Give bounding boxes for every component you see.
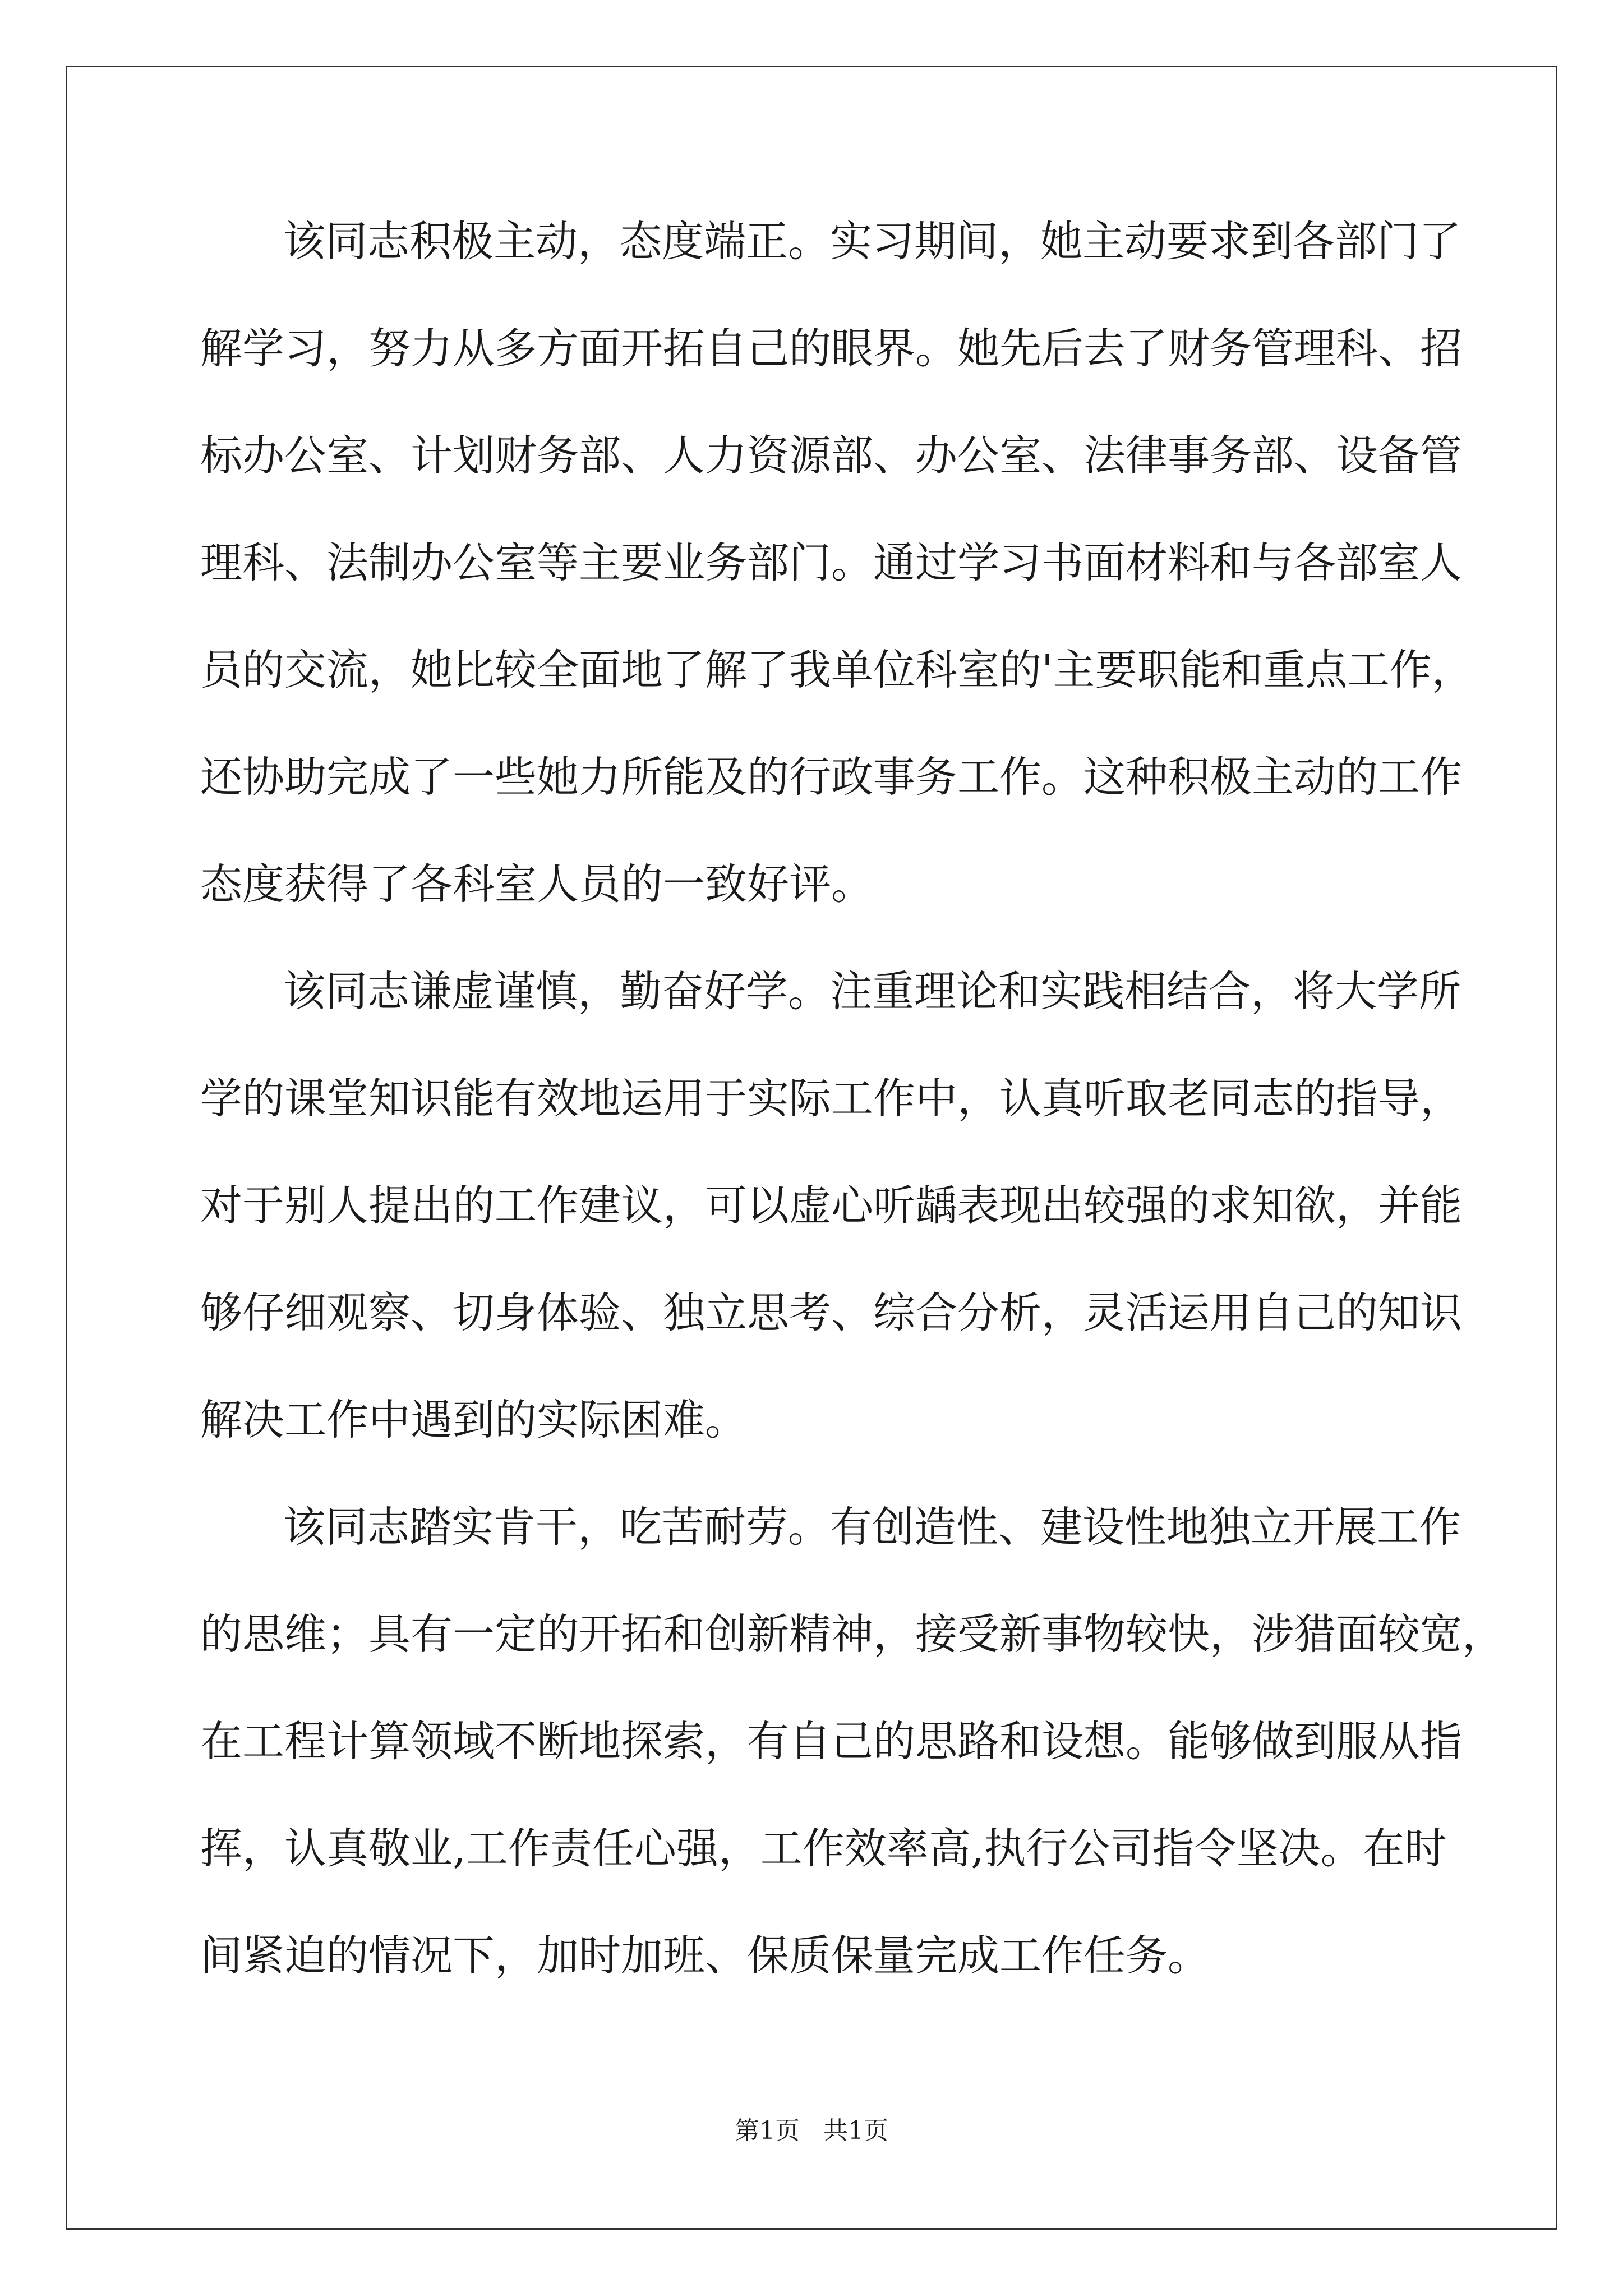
text-line: 对于别人提出的工作建议，可以虚心听龋表现出较强的求知欲，并能 — [200, 1181, 1463, 1230]
text-line: 理科、法制办公室等主要业务部门。通过学习书面材料和与各部室人 — [200, 538, 1463, 587]
text-line: 该同志积极主动，态度端正。实习期间，她主动要求到各部门了 — [283, 217, 1461, 266]
text-line: 员的交流，她比较全面地了解了我单位科室的'主要职能和重点工作， — [200, 645, 1474, 694]
text-line: 解学习，努力从多方面开拓自己的眼界。她先后去了财务管理科、招 — [200, 324, 1463, 373]
paragraph-3 — [200, 1474, 1505, 2009]
page-number-footer: 第1页 共1页 — [735, 2116, 888, 2145]
text-line: 间紧迫的情况下，加时加班、保质保量完成工作任务。 — [200, 1931, 1210, 1980]
text-line: 该同志踏实肯干，吃苦耐劳。有创造性、建设性地独立开展工作 — [283, 1502, 1461, 1552]
document-body — [200, 188, 1505, 2009]
paragraph-1 — [200, 188, 1474, 938]
text-line: 还协助完成了一些她力所能及的行政事务工作。这种积极主动的工作 — [200, 752, 1463, 802]
text-line: 挥，认真敬业,工作责任心强，工作效率高,执行公司指令坚决。在时 — [200, 1824, 1447, 1873]
text-line: 解决工作中遇到的实际困难。 — [200, 1395, 748, 1444]
text-line: 标办公室、计划财务部、人力资源部、办公室、法律事务部、设备管 — [200, 431, 1463, 480]
text-line: 态度获得了各科室人员的一致好评。 — [200, 859, 874, 909]
text-line: 该同志谦虚谨慎，勤奋好学。注重理论和实践相结合，将大学所 — [283, 967, 1461, 1016]
text-line: 在工程计算领域不断地探索，有自己的思路和设想。能够做到服从指 — [200, 1717, 1463, 1766]
text-line: 学的课堂知识能有效地运用于实际工作中，认真听取老同志的指导， — [200, 1074, 1463, 1123]
text-line: 的思维；具有一定的开拓和创新精神，接受新事物较快，涉猎面较宽， — [200, 1609, 1505, 1659]
text-line: 够仔细观察、切身体验、独立思考、综合分析，灵活运用自己的知识 — [200, 1288, 1463, 1337]
paragraph-2 — [200, 938, 1463, 1474]
